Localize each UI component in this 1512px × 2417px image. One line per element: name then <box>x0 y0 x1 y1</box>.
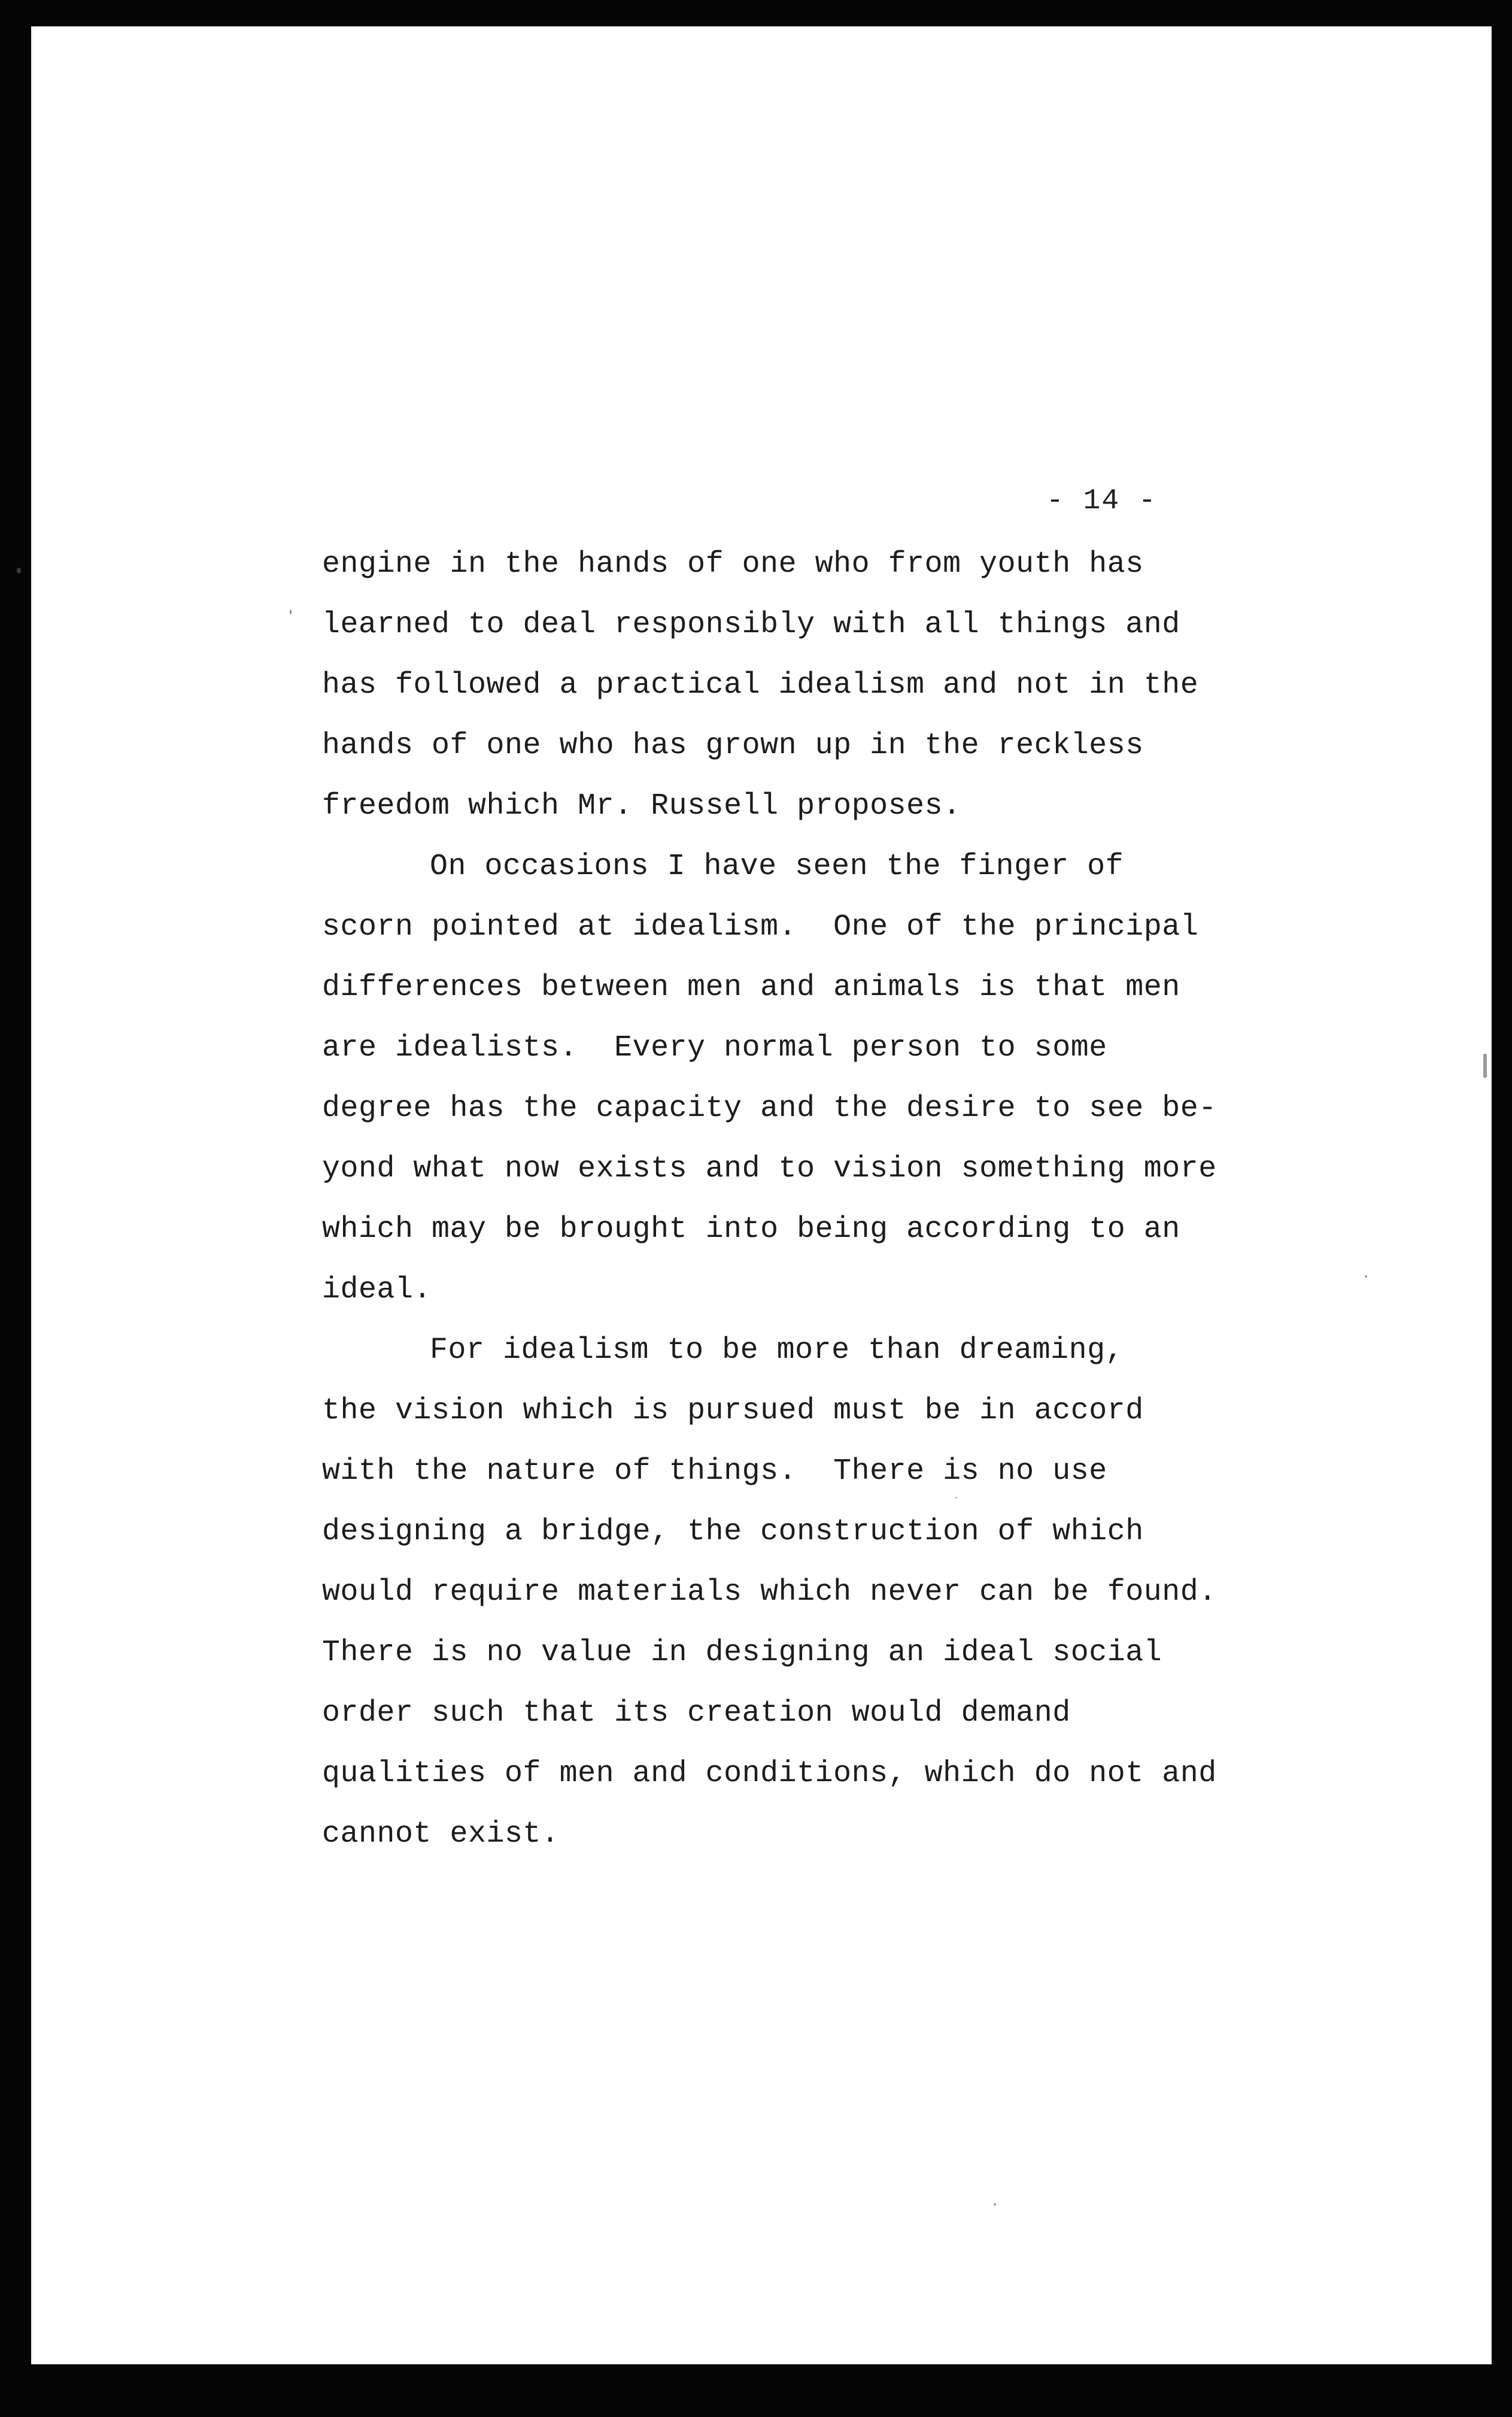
typewritten-page <box>31 26 1492 2364</box>
text-line-20: order such that its creation would demand <box>322 1696 1071 1730</box>
text-line-17: designing a bridge, the construction of which <box>322 1515 1144 1549</box>
text-line-13: ideal. <box>322 1273 432 1307</box>
text-line-6: On occasions I have seen the finger of <box>430 850 1124 884</box>
text-line-16: with the nature of things. There is no use <box>322 1454 1107 1488</box>
text-line-12: which may be brought into being according to an <box>322 1212 1180 1247</box>
text-line-2: learned to deal responsibly with all things and <box>322 608 1180 642</box>
scan-speck <box>17 568 21 574</box>
text-line-5: freedom which Mr. Russell proposes. <box>322 789 961 823</box>
text-line-14: For idealism to be more than dreaming, <box>430 1333 1124 1367</box>
text-line-9: are idealists. Every normal person to some <box>322 1031 1107 1065</box>
page-number: - 14 - <box>1046 485 1157 517</box>
text-line-19: There is no value in designing an ideal social <box>322 1636 1162 1670</box>
scan-speck <box>290 609 292 614</box>
text-line-18: would require materials which never can be found. <box>322 1575 1217 1609</box>
scan-speck <box>955 1497 957 1499</box>
text-line-10: degree has the capacity and the desire to see be- <box>322 1091 1217 1126</box>
scan-speck <box>1483 1054 1487 1078</box>
text-line-8: differences between men and animals is that men <box>322 971 1180 1005</box>
scan-speck <box>1365 1275 1367 1278</box>
text-line-4: hands of one who has grown up in the reckless <box>322 729 1144 763</box>
text-line-7: scorn pointed at idealism. One of the principal <box>322 910 1199 944</box>
text-line-1: engine in the hands of one who from youth has <box>322 547 1144 581</box>
text-line-22: cannot exist. <box>322 1817 560 1851</box>
text-line-21: qualities of men and conditions, which do not and <box>322 1757 1217 1791</box>
text-line-3: has followed a practical idealism and not in the <box>322 668 1199 702</box>
text-line-11: yond what now exists and to vision something more <box>322 1152 1217 1186</box>
scan-speck <box>994 2203 996 2206</box>
text-line-15: the vision which is pursued must be in accord <box>322 1394 1144 1428</box>
